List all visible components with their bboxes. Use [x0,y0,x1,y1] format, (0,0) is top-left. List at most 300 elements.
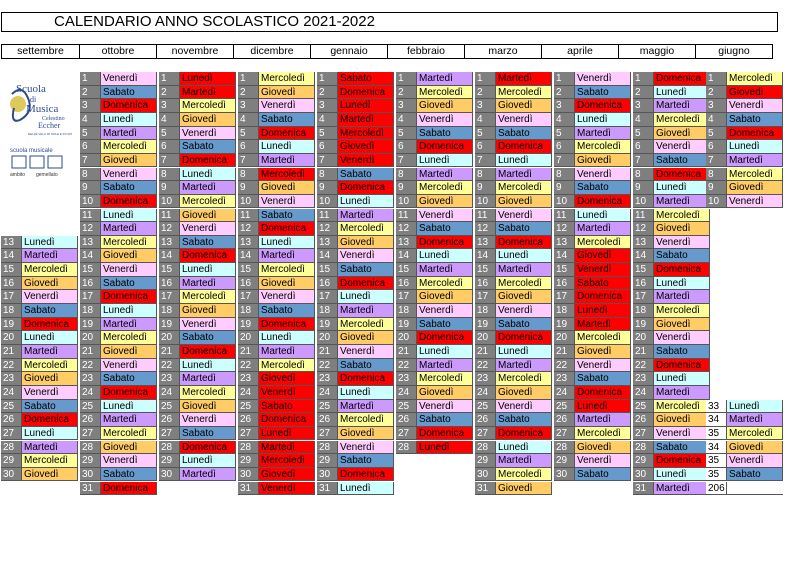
day-name: Martedì [653,195,710,208]
week-number: 35 [706,468,726,481]
day-cell [317,400,394,414]
day-name: Mercoledì [337,318,394,331]
day-number: 5 [633,127,653,140]
day-name: Venerdì [337,154,394,167]
day-name: Sabato [258,113,315,126]
day-number: 20 [475,331,495,344]
day-cell [633,427,710,441]
day-number: 18 [238,304,258,317]
day-name: Giovedì [574,154,631,167]
day-cell [554,249,631,263]
day-cell [633,195,710,209]
day-number: 14 [238,249,258,262]
day-name: Lunedì [574,209,631,222]
day-number: 1 [80,72,100,85]
day-number: 23 [633,372,653,385]
day-name: Venerdì [100,263,157,276]
day-number: 18 [396,304,416,317]
day-number: 21 [1,345,21,358]
day-number: 31 [475,482,495,495]
day-number: 26 [475,413,495,426]
day-cell [396,304,473,318]
day-name: Venerdì [337,249,394,262]
day-name: Sabato [416,413,473,426]
day-cell [633,209,710,223]
day-cell [317,168,394,182]
day-name: Giovedì [100,441,157,454]
day-name: Venerdì [21,290,78,303]
day-cell [317,195,394,209]
day-name: Domenica [337,181,394,194]
day-cell [238,427,315,441]
day-cell [554,263,631,277]
day-number: 10 [633,195,653,208]
day-cell [475,345,552,359]
day-name: Lunedì [574,304,631,317]
day-name: Giovedì [258,86,315,99]
day-cell [159,72,236,86]
day-cell [1,236,78,250]
day-number: 24 [396,386,416,399]
day-name: Venerdì [416,209,473,222]
day-name: Sabato [179,140,236,153]
day-number: 23 [396,372,416,385]
day-cell [80,86,157,100]
day-name: Sabato [726,113,783,126]
day-number: 7 [633,154,653,167]
day-number: 29 [238,454,258,467]
day-number: 12 [633,222,653,235]
day-cell [633,331,710,345]
day-cell [396,427,473,441]
day-number: 27 [396,427,416,440]
day-cell [396,400,473,414]
day-name: Lunedì [258,236,315,249]
day-cell [80,222,157,236]
day-number: 23 [80,372,100,385]
day-cell [159,209,236,223]
day-cell [706,181,783,195]
day-cell [706,86,783,100]
month-header-maggio: maggio [618,45,695,58]
day-cell [706,113,783,127]
day-name: Venerdì [258,482,315,495]
day-name: Sabato [574,372,631,385]
week-counter-cell [706,468,783,482]
day-name: Venerdì [258,195,315,208]
day-cell [80,181,157,195]
day-name: Mercoledì [416,181,473,194]
day-name: Venerdì [653,140,710,153]
day-number: 23 [1,372,21,385]
day-name: Lunedì [179,168,236,181]
day-cell [238,154,315,168]
day-number: 4 [706,113,726,126]
day-cell [1,290,78,304]
day-cell [633,345,710,359]
day-number: 25 [554,400,574,413]
day-number: 16 [1,277,21,290]
day-number: 17 [80,290,100,303]
day-name: Giovedì [416,195,473,208]
day-number: 23 [159,372,179,385]
day-number: 24 [80,386,100,399]
day-cell [159,168,236,182]
day-cell [317,331,394,345]
day-number: 17 [633,290,653,303]
day-name: Venerdì [574,359,631,372]
day-cell [633,454,710,468]
day-name: Domenica [574,386,631,399]
day-cell [80,249,157,263]
day-cell [159,427,236,441]
day-number: 18 [317,304,337,317]
day-name: Sabato [574,86,631,99]
day-number: 12 [238,222,258,235]
day-name: Lunedì [416,154,473,167]
day-cell [396,290,473,304]
day-cell [475,86,552,100]
day-name: Sabato [416,127,473,140]
day-number: 6 [475,140,495,153]
day-name: Domenica [653,72,710,85]
day-number: 21 [554,345,574,358]
day-cell [317,113,394,127]
day-cell [317,482,394,496]
day-name: Martedì [100,222,157,235]
day-name: Lunedì [337,99,394,112]
day-cell [80,400,157,414]
day-cell [475,386,552,400]
day-name: Martedì [574,318,631,331]
day-cell [317,372,394,386]
day-name: Giovedì [653,413,710,426]
day-cell [554,195,631,209]
day-name: Mercoledì [653,400,710,413]
day-number: 8 [80,168,100,181]
day-name: Mercoledì [258,72,315,85]
day-cell [238,454,315,468]
week-number: 34 [706,441,726,454]
day-name: Mercoledì [21,454,78,467]
day-number: 15 [317,263,337,276]
day-number: 25 [633,400,653,413]
day-cell [554,413,631,427]
day-number: 17 [238,290,258,303]
day-cell [317,468,394,482]
day-cell [317,181,394,195]
day-number: 26 [80,413,100,426]
day-name: Venerdì [100,72,157,85]
day-name: Domenica [179,345,236,358]
day-cell [706,195,783,209]
day-name: Domenica [337,372,394,385]
day-number: 26 [1,413,21,426]
logo-text-ambito: ambito [10,172,26,178]
day-number: 5 [475,127,495,140]
day-cell [238,386,315,400]
day-cell [396,209,473,223]
day-cell [317,236,394,250]
day-cell [633,222,710,236]
day-name: Sabato [416,222,473,235]
month-header-marzo: marzo [464,45,541,58]
day-cell [396,277,473,291]
month-header-row [1,44,773,59]
day-cell [396,168,473,182]
day-number: 22 [317,359,337,372]
day-number: 22 [554,359,574,372]
day-cell [238,168,315,182]
day-number: 22 [159,359,179,372]
day-cell [633,99,710,113]
day-name: Giovedì [574,249,631,262]
day-number: 1 [396,72,416,85]
day-name: Martedì [653,99,710,112]
day-name: Sabato [574,468,631,481]
day-cell [396,140,473,154]
day-number: 26 [317,413,337,426]
day-number: 22 [1,359,21,372]
day-cell [475,168,552,182]
day-number: 28 [317,441,337,454]
day-name: Giovedì [337,140,394,153]
day-cell [633,290,710,304]
day-number: 8 [238,168,258,181]
day-cell [80,318,157,332]
day-name: Martedì [21,249,78,262]
day-number: 25 [1,400,21,413]
day-name: Martedì [416,359,473,372]
day-number: 30 [633,468,653,481]
day-number: 18 [1,304,21,317]
day-name: Sabato [258,400,315,413]
day-number: 29 [1,454,21,467]
day-name: Sabato [337,168,394,181]
day-cell [80,441,157,455]
day-number: 6 [238,140,258,153]
day-number: 5 [706,127,726,140]
week-counter-cell [706,427,783,441]
day-number: 15 [1,263,21,276]
day-number: 28 [633,441,653,454]
day-number: 10 [159,195,179,208]
day-name: Sabato [179,331,236,344]
day-cell [475,195,552,209]
day-name: Giovedì [179,113,236,126]
day-number: 21 [396,345,416,358]
day-number: 26 [633,413,653,426]
day-number: 4 [159,113,179,126]
day-cell [159,222,236,236]
day-number: 31 [633,482,653,495]
day-cell [396,99,473,113]
day-cell [1,249,78,263]
month-header-aprile: aprile [541,45,618,58]
day-cell [1,372,78,386]
day-name: Domenica [416,427,473,440]
day-number: 21 [633,345,653,358]
day-name: Mercoledì [100,427,157,440]
day-number: 30 [1,468,21,481]
day-cell [238,277,315,291]
day-number: 10 [238,195,258,208]
day-name: Giovedì [574,441,631,454]
day-name: Venerdì [100,359,157,372]
day-cell [238,345,315,359]
day-name: Giovedì [495,195,552,208]
day-name: Sabato [21,400,78,413]
day-name: Venerdì [495,304,552,317]
day-number: 22 [80,359,100,372]
day-cell [317,127,394,141]
day-cell [475,140,552,154]
day-name: Martedì [258,249,315,262]
day-cell [238,86,315,100]
day-name: Martedì [416,72,473,85]
day-name: Sabato [653,441,710,454]
day-number: 19 [1,318,21,331]
day-number: 14 [396,249,416,262]
day-cell [80,277,157,291]
day-cell [238,372,315,386]
day-cell [159,195,236,209]
day-number: 29 [475,454,495,467]
day-number: 29 [554,454,574,467]
day-number: 5 [317,127,337,140]
day-number: 27 [554,427,574,440]
month-header-ottobre: ottobre [79,45,156,58]
day-number: 24 [238,386,258,399]
day-number: 13 [317,236,337,249]
day-name: Giovedì [258,468,315,481]
day-cell [554,140,631,154]
day-number: 21 [80,345,100,358]
day-number: 6 [80,140,100,153]
day-cell [475,277,552,291]
day-name: Venerdì [495,209,552,222]
day-name: Martedì [574,413,631,426]
day-number: 13 [633,236,653,249]
day-cell [554,304,631,318]
day-cell [475,127,552,141]
day-cell [80,386,157,400]
day-cell [633,277,710,291]
day-number: 23 [554,372,574,385]
day-number: 1 [633,72,653,85]
day-name: Lunedì [416,249,473,262]
day-cell [159,140,236,154]
day-number: 24 [554,386,574,399]
day-number: 16 [159,277,179,290]
day-name: Sabato [653,249,710,262]
day-cell [554,345,631,359]
day-name: Martedì [337,209,394,222]
day-name: Sabato [100,468,157,481]
day-number: 6 [633,140,653,153]
day-cell [475,209,552,223]
day-cell [706,168,783,182]
day-cell [80,127,157,141]
week-counter-cell [706,400,783,414]
day-number: 7 [159,154,179,167]
day-name: Martedì [258,441,315,454]
day-number: 20 [159,331,179,344]
day-number: 19 [475,318,495,331]
day-number: 9 [633,181,653,194]
day-name: Lunedì [100,400,157,413]
day-name: Lunedì [653,181,710,194]
logo-graphic [8,78,72,202]
day-cell [475,331,552,345]
week-day-name: Venerdì [726,454,783,467]
day-number: 2 [317,86,337,99]
day-name: Venerdì [653,236,710,249]
day-cell [475,99,552,113]
day-name: Venerdì [337,441,394,454]
day-name: Lunedì [653,277,710,290]
day-cell [554,359,631,373]
day-name: Domenica [258,222,315,235]
day-number: 16 [317,277,337,290]
day-number: 14 [1,249,21,262]
day-number: 20 [80,331,100,344]
day-name: Lunedì [179,72,236,85]
day-name: Martedì [258,154,315,167]
day-name: Martedì [337,304,394,317]
day-cell [238,304,315,318]
day-name: Giovedì [179,209,236,222]
day-cell [396,372,473,386]
day-number: 28 [554,441,574,454]
day-number: 11 [554,209,574,222]
day-number: 22 [475,359,495,372]
day-number: 2 [238,86,258,99]
day-number: 9 [706,181,726,194]
day-cell [317,99,394,113]
day-name: Lunedì [653,372,710,385]
day-name: Venerdì [179,413,236,426]
day-cell [396,263,473,277]
day-cell [633,154,710,168]
day-name: Domenica [258,413,315,426]
day-name: Venerdì [416,400,473,413]
day-number: 14 [80,249,100,262]
day-number: 27 [317,427,337,440]
day-cell [475,454,552,468]
day-number: 30 [475,468,495,481]
day-cell [554,209,631,223]
day-name: Venerdì [258,290,315,303]
day-name: Venerdì [100,454,157,467]
week-day-name: Mercoledì [726,427,783,440]
day-name: Domenica [100,386,157,399]
day-number: 2 [80,86,100,99]
day-number: 11 [159,209,179,222]
day-name: Giovedì [179,400,236,413]
day-cell [238,400,315,414]
logo-text-musica: Musica [26,103,59,115]
day-name: Venerdì [574,454,631,467]
week-day-name: Sabato [726,468,783,481]
day-cell [317,277,394,291]
day-name: Lunedì [574,400,631,413]
day-cell [159,127,236,141]
day-cell [317,318,394,332]
day-number: 1 [554,72,574,85]
day-number: 25 [396,400,416,413]
day-name: Mercoledì [258,263,315,276]
